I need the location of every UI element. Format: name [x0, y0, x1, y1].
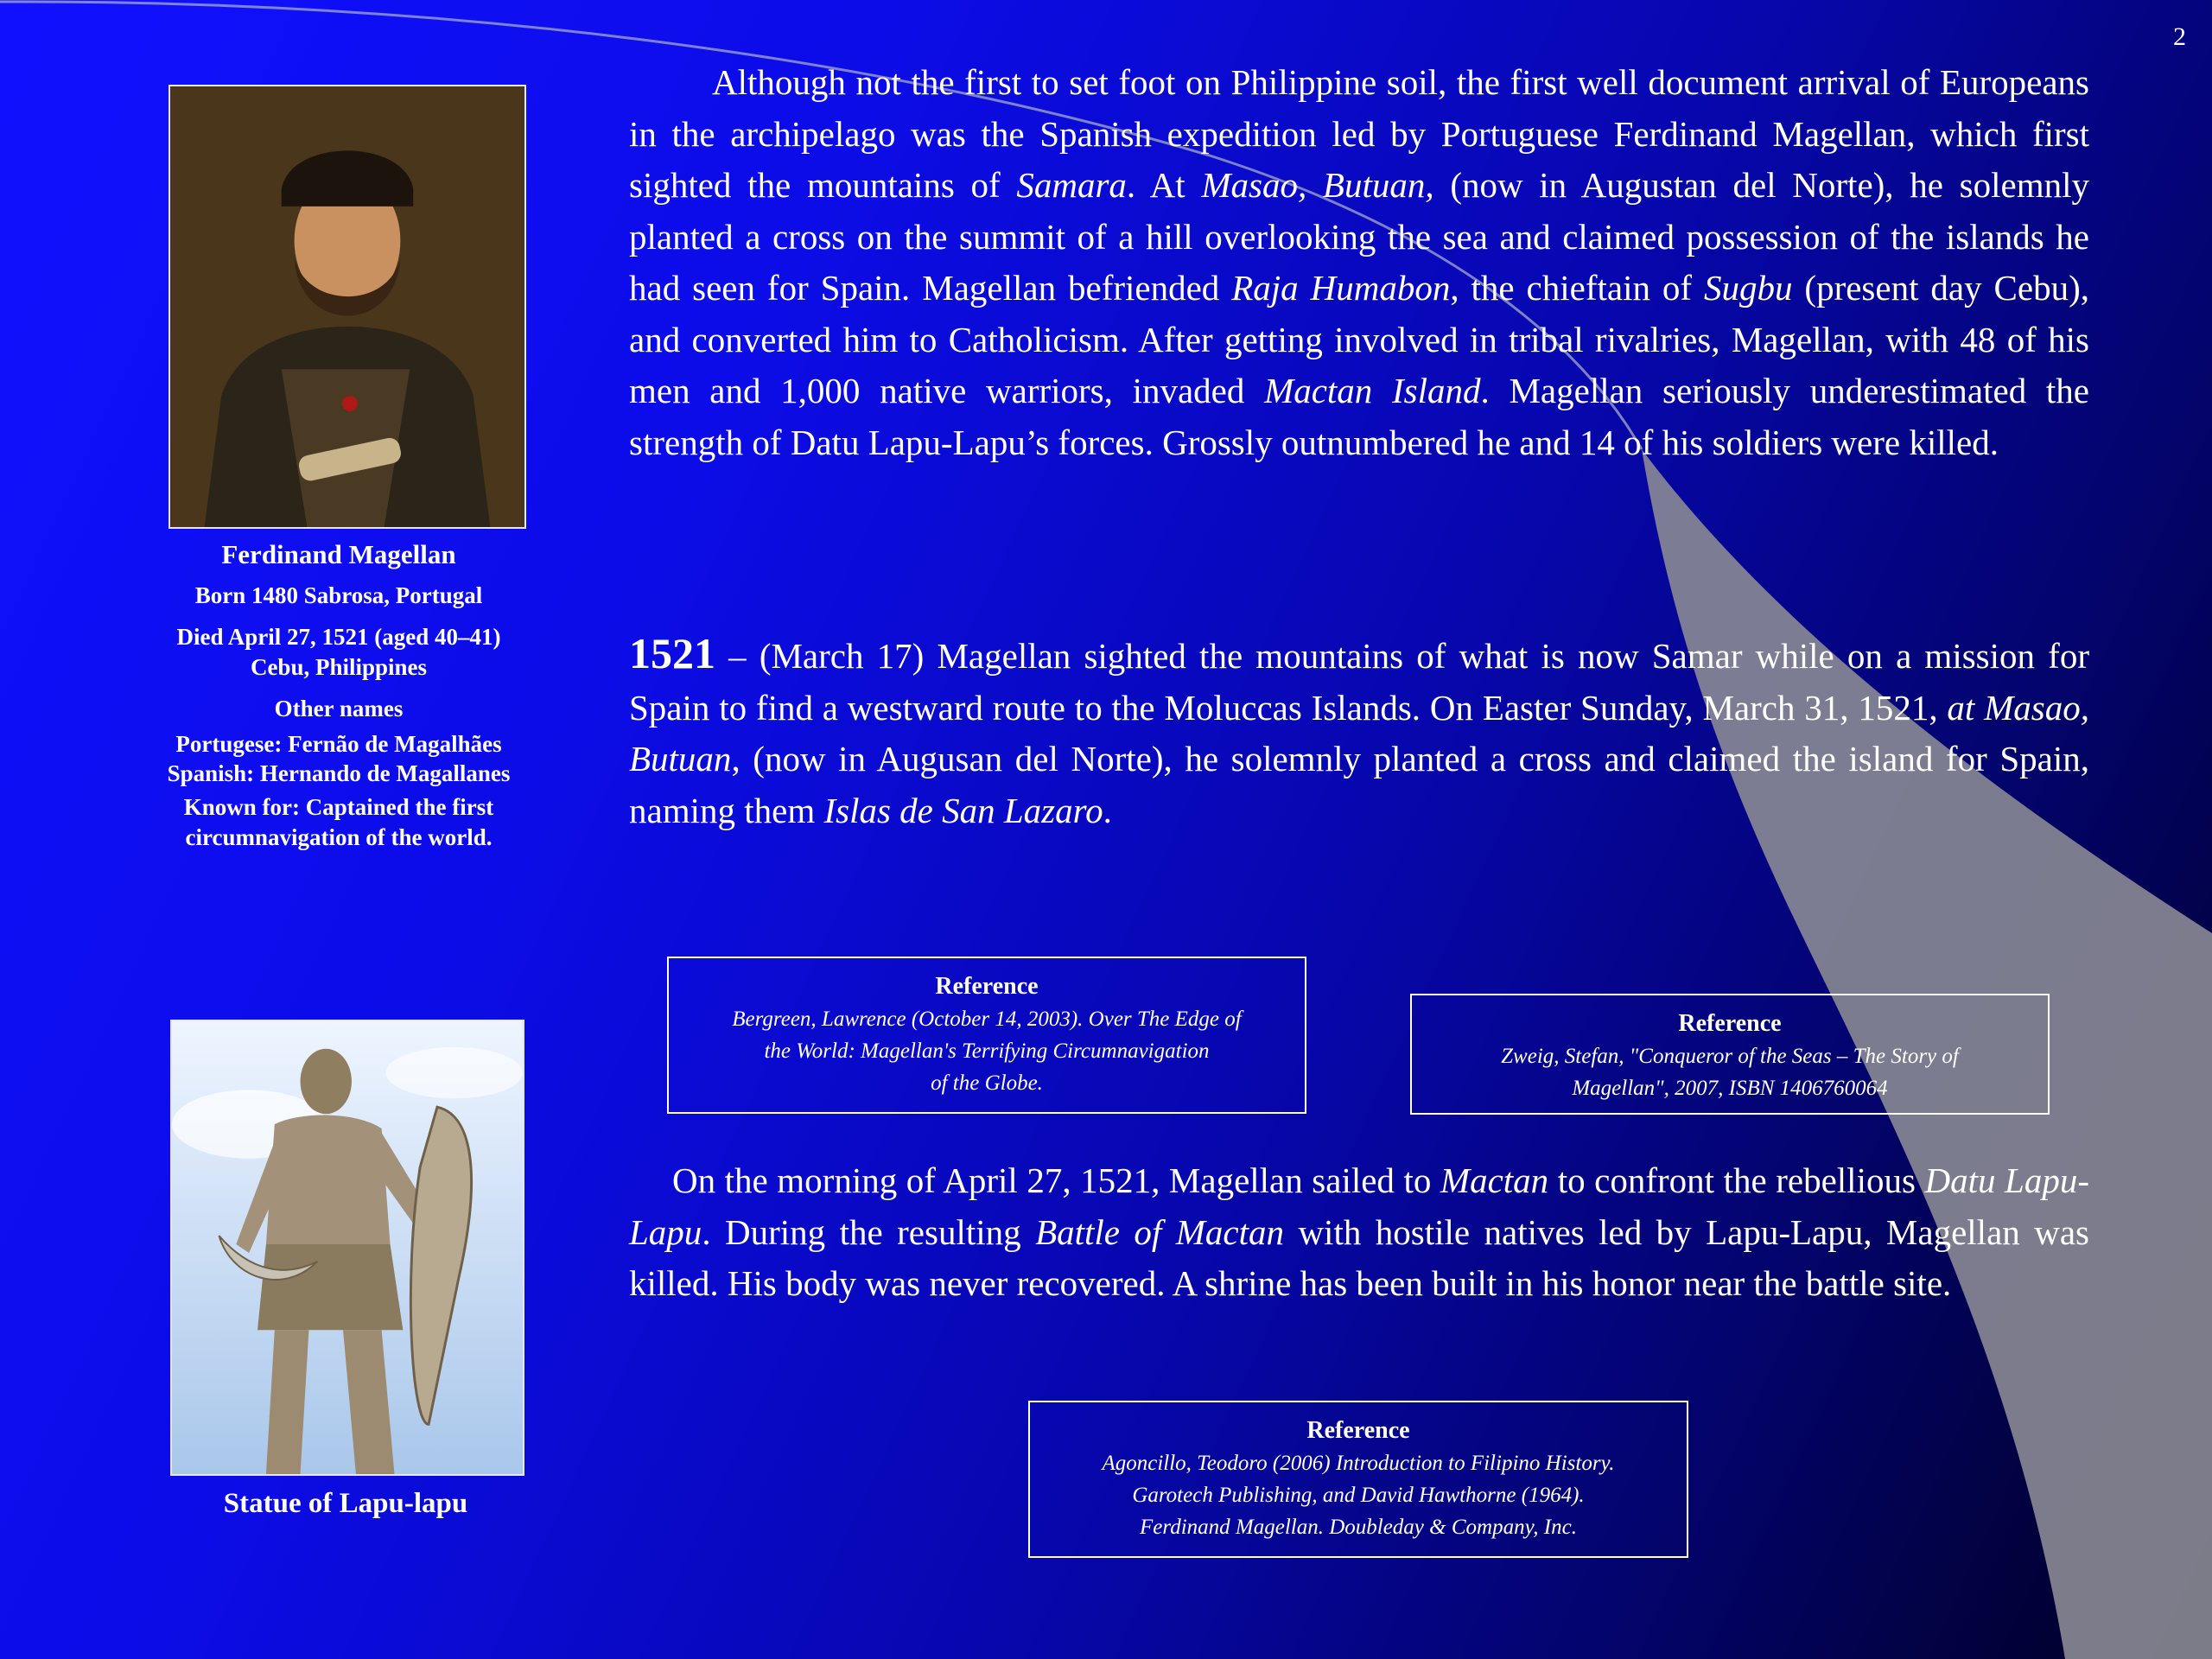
- italic-run: Samara: [1016, 165, 1127, 205]
- text-run: – (March 17) Magellan sighted the mountains of what is now Samar while on a mission for Spain to find a westward route to the Moluccas Islands. On Easter Sunday, March 31, 1521,: [629, 636, 2089, 728]
- text-run: . During the resulting: [702, 1211, 1036, 1252]
- text-run: Although not the first to set foot on Philippine soil, the first well document arrival of Europeans in the archipelago was the Spanish expedition led by Portuguese Ferdinand Magellan, which first sighted the mountains of: [629, 62, 2089, 205]
- text-run: . At: [1126, 165, 1202, 205]
- born-line: Born 1480 Sabrosa, Portugal: [194, 582, 483, 608]
- italic-run: Sugbu: [1703, 268, 1793, 308]
- spanish-name-line: Spanish: Hernando de Magallanes: [167, 760, 511, 787]
- italic-run: Battle of Mactan: [1035, 1211, 1284, 1252]
- reference-title: Reference: [1678, 1010, 1782, 1037]
- italic-run: Mactan: [1440, 1160, 1549, 1200]
- italic-run: Raja Humabon: [1231, 268, 1451, 308]
- reference-line: Ferdinand Magellan. Doubleday & Company, Inc.: [1140, 1516, 1577, 1539]
- italic-run: Masao, Butuan,: [1201, 165, 1434, 205]
- magellan-portrait-image: [168, 85, 526, 529]
- reference-title: Reference: [1306, 1417, 1410, 1444]
- lapu-lapu-statue-image: [170, 1020, 524, 1476]
- text-run: with hostile natives led by Lapu-Lapu, Magellan was killed. His body was never recovered. A shrine has been built in his honor near the battle site.: [629, 1211, 2089, 1303]
- text-run: to confront the rebellious: [1548, 1160, 1925, 1200]
- reference-box-bergreen: [667, 957, 1306, 1114]
- year-heading: 1521: [629, 629, 715, 677]
- other-names-heading: Other names: [274, 696, 404, 722]
- text-run: (present day Cebu), and converted him to Catholicism. After getting involved in tribal rivalries, Magellan, with 48 of his men and 1,000 native warriors, invaded: [629, 268, 2089, 410]
- italic-run: Datu Lapu-Lapu: [629, 1160, 2089, 1252]
- italic-run: at Masao, Butuan: [629, 687, 2089, 779]
- paragraph-battle: [629, 1155, 2089, 1310]
- reference-line: Agoncillo, Teodoro (2006) Introduction to Filipino History.: [1102, 1452, 1615, 1475]
- text-run: (now in Augustan del Norte), he solemnly planted a cross on the summit of a hill overlooking the sea and claimed possession of the islands he had seen for Spain. Magellan befriended: [629, 165, 2089, 308]
- died-line: Died April 27, 1521 (aged 40–41): [176, 624, 501, 651]
- text-run: . Magellan seriously underestimated the strength of Datu Lapu-Lapu’s forces. Grossly outnumbered he and 14 of his soldiers were killed.: [629, 371, 2089, 462]
- reference-box-zweig: [1410, 994, 2050, 1115]
- text-run: , (now in Augusan del Norte), he solemnly planted a cross and claimed the island for Spain, naming them: [629, 739, 2089, 830]
- reference-line: Garotech Publishing, and David Hawthorne (1964).: [1132, 1484, 1585, 1507]
- page-number: 2: [2173, 22, 2186, 51]
- reference-title: Reference: [935, 973, 1039, 1000]
- statue-caption: Statue of Lapu-lapu: [223, 1488, 468, 1519]
- reference-line: Bergreen, Lawrence (October 14, 2003). Over The Edge of: [732, 1007, 1242, 1031]
- known-for-line-1: Known for: Captained the first: [183, 793, 494, 820]
- reference-line: of the Globe.: [931, 1071, 1043, 1095]
- portuguese-name-line: Portugese: Fernão de Magalhães: [175, 730, 502, 757]
- portrait-name: Ferdinand Magellan: [221, 539, 456, 569]
- reference-line: the World: Magellan's Terrifying Circumnavigation: [764, 1039, 1210, 1063]
- portrait-caption: [130, 537, 548, 852]
- italic-run: Islas de San Lazaro: [823, 790, 1103, 830]
- text-run: On the morning of April 27, 1521, Magellan sailed to: [672, 1160, 1440, 1200]
- known-for-line-2: circumnavigation of the world.: [185, 823, 493, 850]
- death-place-line: Cebu, Philippines: [250, 653, 428, 680]
- reference-box-agoncillo: [1028, 1401, 1688, 1558]
- paragraph-1521: [629, 628, 2089, 836]
- reference-line: Zweig, Stefan, "Conqueror of the Seas – The Story of: [1501, 1045, 1959, 1068]
- text-run: .: [1103, 790, 1112, 830]
- text-run: , the chieftain of: [1450, 268, 1704, 308]
- reference-line: Magellan", 2007, ISBN 1406760064: [1572, 1077, 1888, 1100]
- paragraph-intro: [629, 57, 2089, 468]
- italic-run: Mactan Island: [1264, 371, 1481, 410]
